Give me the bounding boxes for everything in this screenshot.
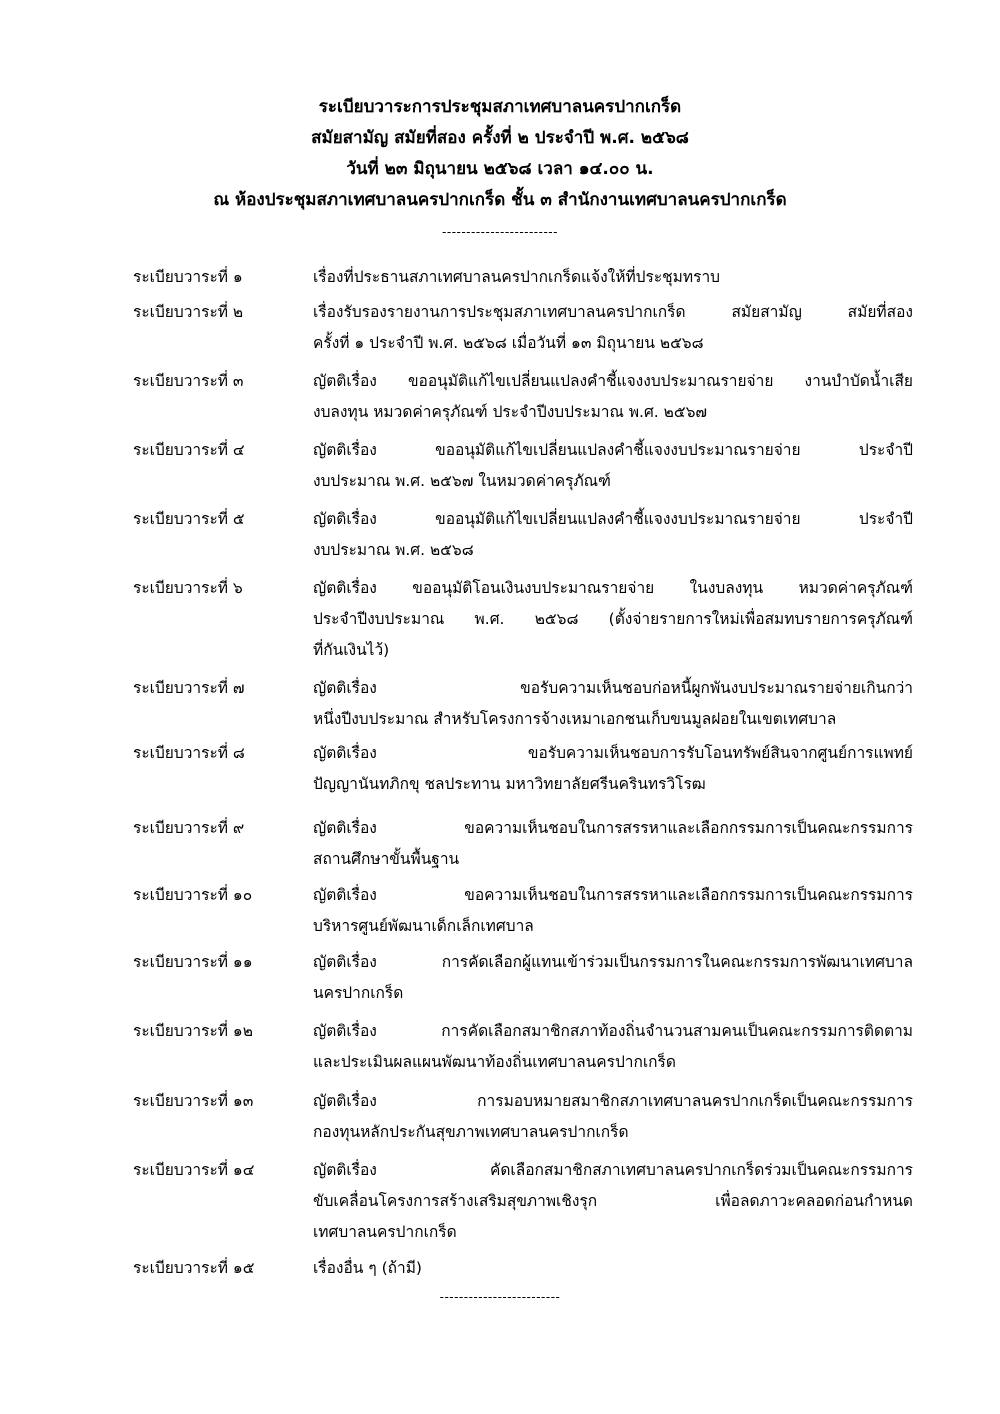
agenda-item-label: ระเบียบวาระที่ ๑๕ [133,1259,255,1277]
agenda-item-line: นครปากเกร็ด [313,984,404,1002]
agenda-item-label: ระเบียบวาระที่ ๙ [133,819,245,837]
agenda-item-text [313,947,913,1009]
agenda-item-text [313,673,913,735]
agenda-item-line: เรื่องรับรองรายงานการประชุมสภาเทศบาลนครปากเกร็ด สมัยสามัญ สมัยที่สอง [313,303,913,321]
agenda-item-label: ระเบียบวาระที่ ๗ [133,679,245,697]
agenda-item-text [313,1155,913,1248]
agenda-item-line: ปัญญานันทภิกขุ ชลประทาน มหาวิทยาลัยศรีนครินทรวิโรฒ [313,775,706,793]
agenda-item-text [313,262,913,293]
agenda-item-line: งบประมาณ พ.ศ. ๒๕๖๗ ในหมวดค่าครุภัณฑ์ [313,472,611,490]
agenda-item-text [313,435,913,497]
agenda-item-line: ครั้งที่ ๑ ประจำปี พ.ศ. ๒๕๖๘ เมื่อวันที่ ๑๓ มิถุนายน ๒๕๖๘ [313,334,704,352]
agenda-item-line: ประจำปีงบประมาณ พ.ศ. ๒๕๖๘ (ตั้งจ่ายรายการใหม่เพื่อสมทบรายการครุภัณฑ์ [313,610,913,628]
agenda-item-label: ระเบียบวาระที่ ๑๔ [133,1161,255,1179]
agenda-item-text [313,813,913,875]
agenda-item-line: ญัตติเรื่อง การคัดเลือกสมาชิกสภาท้องถิ่นจำนวนสามคนเป็นคณะกรรมการติดตาม [313,1022,913,1040]
agenda-item-line: สถานศึกษาขั้นพื้นฐาน [313,850,460,868]
agenda-item-text [313,1253,913,1284]
agenda-item-line: ญัตติเรื่อง การคัดเลือกผู้แทนเข้าร่วมเป็นกรรมการในคณะกรรมการพัฒนาเทศบาล [313,953,913,971]
agenda-item-line: ญัตติเรื่อง การมอบหมายสมาชิกสภาเทศบาลนครปากเกร็ดเป็นคณะกรรมการ [313,1092,913,1110]
agenda-item-text [313,573,913,666]
agenda-item-line: ญัตติเรื่อง ขออนุมัติแก้ไขเปลี่ยนแปลงคำชี้แจงงบประมาณรายจ่าย ประจำปี [313,441,913,459]
agenda-item-line: ขับเคลื่อนโครงการสร้างเสริมสุขภาพเชิงรุก เพื่อลดภาวะคลอดก่อนกำหนด [313,1192,913,1210]
agenda-item-line: ญัตติเรื่อง ขออนุมัติแก้ไขเปลี่ยนแปลงคำชี้แจงงบประมาณรายจ่าย ประจำปี [313,510,913,528]
header-session: สมัยสามัญ สมัยที่สอง ครั้งที่ ๒ ประจำปี พ.ศ. ๒๕๖๘ [311,128,689,148]
agenda-item-line: งบประมาณ พ.ศ. ๒๕๖๘ [313,541,474,559]
agenda-item-line: ญัตติเรื่อง ขอรับความเห็นชอบก่อหนี้ผูกพันงบประมาณรายจ่ายเกินกว่า [313,679,913,697]
divider-bottom: ------------------------- [439,1290,561,1304]
agenda-item-label: ระเบียบวาระที่ ๑๐ [133,886,253,904]
agenda-item-label: ระเบียบวาระที่ ๑ [133,268,243,286]
agenda-item-label: ระเบียบวาระที่ ๕ [133,510,245,528]
agenda-item-label: ระเบียบวาระที่ ๒ [133,303,244,321]
agenda-item-line: และประเมินผลแผนพัฒนาท้องถิ่นเทศบาลนครปากเกร็ด [313,1053,676,1071]
header-venue: ณ ห้องประชุมสภาเทศบาลนครปากเกร็ด ชั้น ๓ สำนักงานเทศบาลนครปากเกร็ด [213,190,787,210]
agenda-item-line: ญัตติเรื่อง ขอรับความเห็นชอบการรับโอนทรัพย์สินจากศูนย์การแพทย์ [313,744,913,762]
agenda-item-text [313,1086,913,1148]
agenda-item-text [313,880,913,942]
agenda-item-text [313,504,913,566]
divider-top: ------------------------ [442,225,558,239]
header-title: ระเบียบวาระการประชุมสภาเทศบาลนครปากเกร็ด [318,97,682,117]
agenda-item-line: ญัตติเรื่อง ขออนุมัติโอนเงินงบประมาณรายจ่าย ในงบลงทุน หมวดค่าครุภัณฑ์ [313,579,913,597]
agenda-item-label: ระเบียบวาระที่ ๘ [133,744,245,762]
agenda-item-line: ญัตติเรื่อง ขออนุมัติแก้ไขเปลี่ยนแปลงคำชี้แจงงบประมาณรายจ่าย งานบำบัดน้ำเสีย [313,372,913,390]
agenda-item-label: ระเบียบวาระที่ ๑๑ [133,953,253,971]
document-header [0,92,1000,216]
agenda-item-line: เรื่องอื่น ๆ (ถ้ามี) [313,1259,422,1277]
agenda-item-line: ญัตติเรื่อง ขอความเห็นชอบในการสรรหาและเลือกกรรมการเป็นคณะกรรมการ [313,819,913,837]
agenda-item-line: กองทุนหลักประกันสุขภาพเทศบาลนครปากเกร็ด [313,1123,629,1141]
agenda-item-text [313,297,913,359]
agenda-item-line: เรื่องที่ประธานสภาเทศบาลนครปากเกร็ดแจ้งให้ที่ประชุมทราบ [313,268,720,286]
header-date-time: วันที่ ๒๓ มิถุนายน ๒๕๖๘ เวลา ๑๔.๐๐ น. [346,159,654,179]
agenda-item-label: ระเบียบวาระที่ ๔ [133,441,245,459]
agenda-item-line: ญัตติเรื่อง คัดเลือกสมาชิกสภาเทศบาลนครปากเกร็ดร่วมเป็นคณะกรรมการ [313,1161,913,1179]
agenda-item-label: ระเบียบวาระที่ ๑๒ [133,1022,253,1040]
agenda-item-label: ระเบียบวาระที่ ๓ [133,372,244,390]
agenda-item-line: บริหารศูนย์พัฒนาเด็กเล็กเทศบาล [313,917,534,935]
agenda-item-line: ญัตติเรื่อง ขอความเห็นชอบในการสรรหาและเลือกกรรมการเป็นคณะกรรมการ [313,886,913,904]
agenda-item-label: ระเบียบวาระที่ ๖ [133,579,243,597]
agenda-item-line: ที่กันเงินไว้) [313,641,390,659]
agenda-item-text [313,738,913,800]
agenda-item-text [313,366,913,428]
agenda-item-line: เทศบาลนครปากเกร็ด [313,1223,457,1241]
agenda-item-line: หนึ่งปีงบประมาณ สำหรับโครงการจ้างเหมาเอกชนเก็บขนมูลฝอยในเขตเทศบาล [313,710,837,728]
agenda-item-line: งบลงทุน หมวดค่าครุภัณฑ์ ประจำปีงบประมาณ พ.ศ. ๒๕๖๗ [313,403,708,421]
agenda-item-label: ระเบียบวาระที่ ๑๓ [133,1092,254,1110]
agenda-item-text [313,1016,913,1078]
